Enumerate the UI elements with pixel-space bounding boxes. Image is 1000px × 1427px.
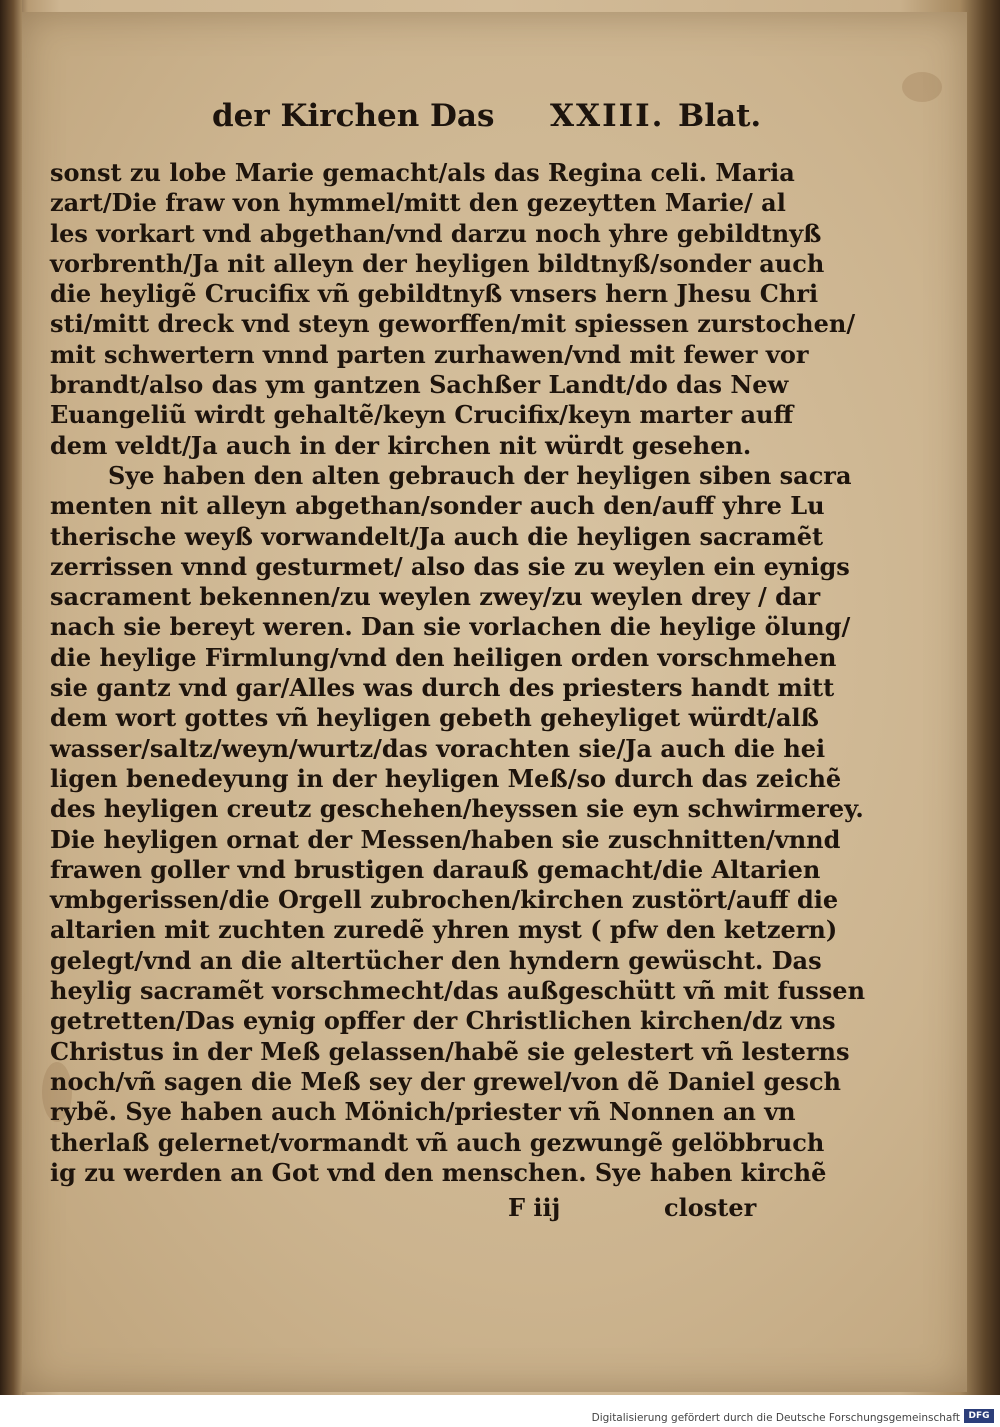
- text-line: sti/mitt dreck vnd steyn geworffen/mit spiessen zurstochen/: [50, 309, 856, 339]
- text-line: therische weyß vorwandelt/Ja auch die heyligen sacramẽt: [50, 521, 824, 551]
- text-line: rybẽ. Sye haben auch Mönich/priester vñ Nonnen an vn: [50, 1097, 796, 1127]
- text-line: vmbgerissen/die Orgell zubrochen/kirchen zustört/auff die: [50, 885, 839, 915]
- dfg-logo-icon: DFG: [964, 1409, 994, 1423]
- text-line: sonst zu lobe Marie gemacht/als das Regina celi. Maria: [50, 158, 795, 187]
- text-line: frawen goller vnd brustigen darauß gemacht/die Altarien: [50, 854, 821, 884]
- text-line: therlaß gelernet/vormandt vñ auch gezwungẽ gelöbbruch: [50, 1127, 825, 1157]
- text-line: dem veldt/Ja auch in der kirchen nit würdt gesehen.: [50, 430, 752, 460]
- digitization-credit: Digitalisierung gefördert durch die Deutsche Forschungsgemeinschaft: [591, 1412, 960, 1424]
- book-spine-edge: [0, 0, 22, 1395]
- text-line: mit schwertern vnnd parten zurhawen/vnd mit fewer vor: [50, 339, 809, 369]
- text-line: les vorkart vnd abgethan/vnd darzu noch yhre gebildtnyß: [50, 218, 822, 248]
- folio-number: XXIII.: [550, 98, 665, 134]
- text-line: brandt/also das ym gantzen Sachßer Landt/do das New: [50, 370, 789, 400]
- header-middle-text: Das: [430, 98, 495, 134]
- text-line: die heylige Firmlung/vnd den heiligen orden vorschmehen: [50, 642, 837, 672]
- text-line: altarien mit zuchten zuredẽ yhren myst ( pfw den ketzern): [50, 915, 838, 945]
- header-left-text: der Kirchen: [212, 98, 420, 134]
- text-line: noch/vñ sagen die Meß sey der grewel/von dẽ Daniel gesch: [50, 1066, 842, 1096]
- text-line: zerrissen vnnd gesturmet/ also das sie zu weylen ein eynigs: [50, 551, 850, 581]
- text-line: sie gantz vnd gar/Alles was durch des priesters handt mitt: [50, 673, 835, 703]
- text-line: gelegt/vnd an die altertücher den hyndern gewüscht. Das: [50, 945, 822, 975]
- paragraph-start-line: Sye haben den alten gebrauch der heyligen siben sacra: [108, 460, 852, 490]
- text-line: wasser/saltz/weyn/wurtz/das vorachten sie/Ja auch die hei: [50, 733, 826, 763]
- text-line: heylig sacramẽt vorschmecht/das außgeschütt vñ mit fussen: [50, 976, 866, 1006]
- text-line: die heyligẽ Crucifix vñ gebildtnyß vnsers hern Jhesu Chri: [50, 279, 819, 309]
- text-line: des heyligen creutz geschehen/heyssen sie eyn schwirmerey.: [50, 794, 864, 824]
- text-line: getretten/Das eynig opffer der Christlichen kirchen/dz vns: [50, 1006, 836, 1036]
- paper-stain: [902, 72, 942, 102]
- text-line: sacrament bekennen/zu weylen zwey/zu weylen drey / dar: [50, 582, 821, 612]
- text-line: Christus in der Meß gelassen/habẽ sie gelestert vñ lesterns: [50, 1036, 850, 1066]
- text-line: dem wort gottes vñ heyligen gebeth geheyliget würdt/alß: [50, 703, 819, 733]
- text-line: ligen benedeyung in der heyligen Meß/so durch das zeichẽ: [50, 763, 842, 793]
- catchword: closter: [664, 1193, 757, 1222]
- text-line: zart/Die fraw von hymmel/mitt den gezeytten Marie/ al: [50, 188, 786, 218]
- text-line: ig zu werden an Got vnd den menschen. Sye haben kirchẽ: [50, 1157, 827, 1187]
- text-line: nach sie bereyt weren. Dan sie vorlachen die heylige ölung/: [50, 612, 851, 642]
- header-blat-text: Blat.: [678, 98, 762, 134]
- text-line: vorbrenth/Ja nit alleyn der heyligen bildtnyß/sonder auch: [50, 248, 825, 278]
- page-footer: [498, 1193, 778, 1227]
- main-text-block: [50, 158, 866, 1188]
- text-line: Die heyligen ornat der Messen/haben sie zuschnitten/vnnd: [50, 824, 841, 854]
- running-header: [212, 98, 772, 148]
- text-line: menten nit alleyn abgethan/sonder auch den/auff yhre Lu: [50, 491, 825, 521]
- text-line: Euangeliũ wirdt gehaltẽ/keyn Crucifix/keyn marter auff: [50, 400, 794, 430]
- signature-mark: F iij: [508, 1193, 561, 1222]
